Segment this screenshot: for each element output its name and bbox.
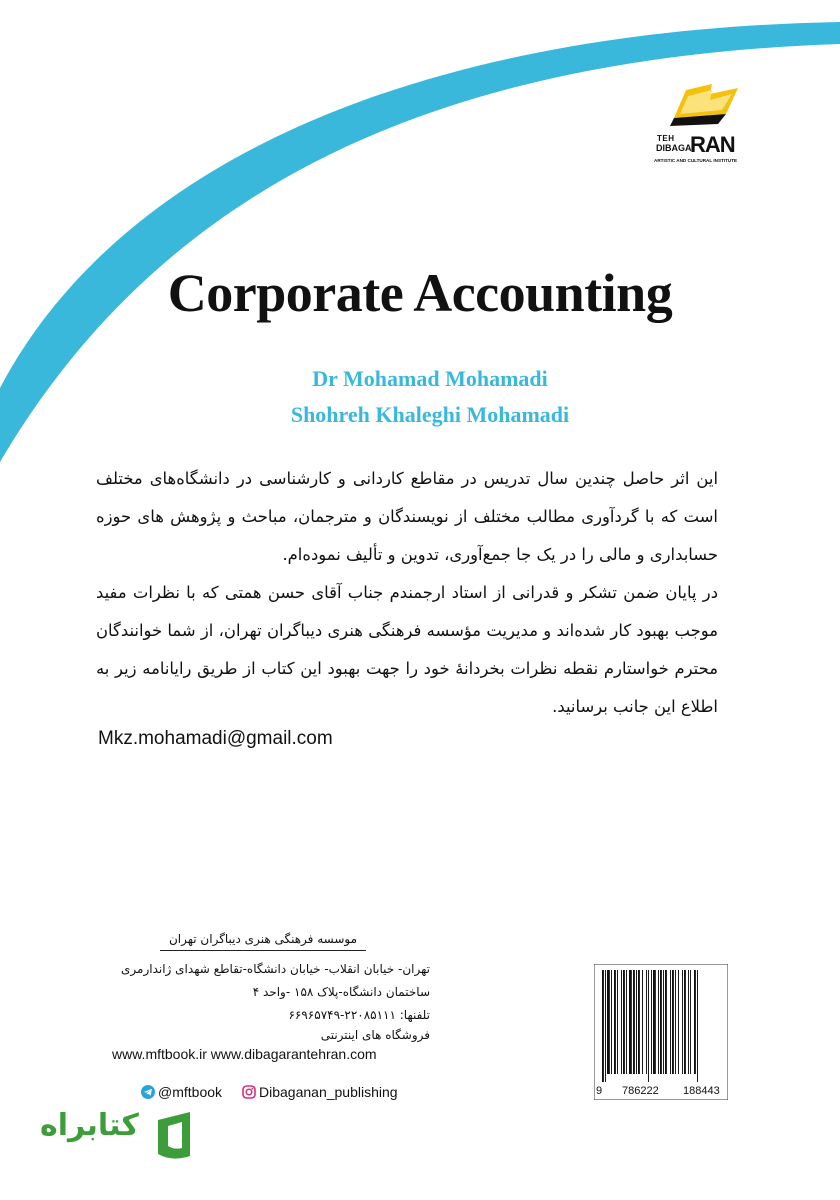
publisher-websites: www.mftbook.ir www.dibagarantehran.com (112, 1046, 377, 1062)
barcode-bar (605, 970, 606, 1082)
barcode-bar (629, 970, 632, 1074)
instagram-handle-text: Dibaganan_publishing (259, 1084, 398, 1100)
barcode-bar (607, 970, 610, 1074)
publisher-name: موسسه فرهنگی هنری دیباگران تهران (160, 932, 366, 951)
barcode-digit-first: 9 (596, 1085, 603, 1097)
author-2: Shohreh Khaleghi Mohamadi (290, 402, 570, 427)
barcode-bar (688, 970, 689, 1074)
barcode-bar (672, 970, 674, 1074)
barcode-bar (626, 970, 627, 1074)
logo-text-ran: RAN (690, 132, 735, 157)
barcode-bar (697, 970, 698, 1082)
logo-subtitle: ARTISTIC AND CULTURAL INSTITUTE (654, 158, 738, 163)
barcode-bar (682, 970, 683, 1074)
barcode-bar (665, 970, 667, 1074)
barcode-bar (636, 970, 637, 1074)
description-paragraph-2: در پایان ضمن تشکر و قدرانی از استاد ارجمندم جناب آقای حسن همتی که با نظرات مفید موجب بهبود کار شده‌اند و مدیریت مؤسسه فرهنگی هنری دیباگران تهران، از شما خوانندگان محترم خواستارم نقطه نظرات بخردانهٔ خود را جهت بهبود این کتاب از طریق رایانامه زیر به اطلاع این جانب برسانید. (96, 583, 718, 716)
barcode-bar (638, 970, 640, 1074)
publisher-logo (652, 78, 748, 170)
barcode-bar (621, 970, 622, 1074)
book-title: Corporate Accounting (167, 263, 673, 323)
barcode-bar (633, 970, 635, 1074)
description-paragraph-1: این اثر حاصل چندین سال تدریس در مقاطع کاردانی و کارشناسی در دانشگاه‌های مختلف است که با گردآوری مطالب مختلف از نویسندگان و مترجمان، مباحث و پژوهش های حوزه حسابداری و مالی را در یک جا جمع‌آوری، تدوین و تألیف نموده‌ام. (96, 469, 718, 564)
barcode-bar (660, 970, 662, 1074)
isbn-barcode (594, 964, 728, 1100)
instagram-icon (242, 1085, 256, 1099)
instagram-handle (242, 1084, 398, 1100)
barcode-bar (675, 970, 676, 1074)
barcode-bar (617, 970, 618, 1074)
barcode-bar (684, 970, 686, 1074)
telegram-icon (141, 1085, 155, 1099)
barcode-group-1: 786222 (622, 1085, 659, 1097)
publisher-address-line-2: ساختمان دانشگاه-پلاک ۱۵۸ -واحد ۴ (252, 985, 430, 999)
logo-text-dibaga: DIBAGA (656, 143, 692, 153)
barcode-bar (642, 970, 643, 1074)
telegram-handle (141, 1084, 222, 1100)
barcode-bar (663, 970, 664, 1074)
barcode-group-2: 188443 (683, 1085, 720, 1097)
barcode-bar (694, 970, 696, 1074)
online-stores-label: فروشگاه های اینترنتی (320, 1028, 430, 1042)
barcode-bar (611, 970, 612, 1074)
barcode-bar (670, 970, 671, 1074)
barcode-bar (690, 970, 691, 1074)
description (96, 460, 718, 726)
barcode-bar (651, 970, 652, 1074)
barcode-bar (646, 970, 647, 1074)
barcode-bar (653, 970, 656, 1074)
author-1: Dr Mohamad Mohamadi (312, 366, 548, 391)
publisher-address-line-1: تهران- خیابان انقلاب- خیابان دانشگاه-تقاطع شهدای ژاندارمری (121, 962, 430, 976)
folder-logo-icon (652, 78, 748, 132)
barcode-bar (602, 970, 604, 1082)
barcode-bar (648, 970, 649, 1082)
barcode-bar (623, 970, 625, 1074)
logo-text-teh: TEH (657, 134, 675, 143)
barcode-bar (658, 970, 659, 1074)
ketabrah-watermark-text: کتابراه (40, 1108, 139, 1143)
barcode-bar (678, 970, 679, 1074)
author-email: Mkz.mohamadi@gmail.com (98, 728, 333, 749)
barcode-bar (614, 970, 616, 1074)
publisher-phone: تلفنها: ۲۲۰۸۵۱۱۱-۶۶۹۶۵۷۴۹ (288, 1008, 430, 1022)
telegram-handle-text: @mftbook (158, 1084, 223, 1100)
